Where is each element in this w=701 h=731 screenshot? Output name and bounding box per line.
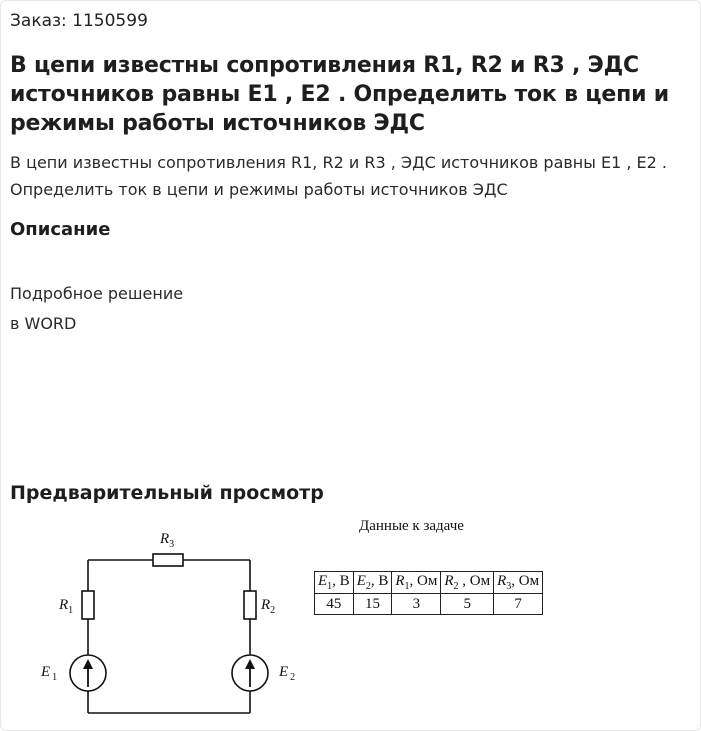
source-e1 [70, 655, 106, 691]
label-r2: $R_2$ [261, 597, 276, 616]
resistor-r2 [244, 591, 256, 619]
header-cell: $R_3$, Ом [494, 572, 543, 594]
order-number: Заказ: 1150599 [10, 11, 148, 31]
header-cell: $R_1$, Ом [392, 572, 441, 594]
table-title: Данные к задаче [359, 518, 464, 534]
task-text: В цепи известны сопротивления R1, R2 и R3 , ЭДС источников равны E1 , E2 . Определить ток в цепи и режимы работы источников ЭДС [10, 153, 667, 199]
table-row [315, 594, 543, 615]
table-cell: 7 [494, 594, 543, 615]
label-r3: $R_3$ [160, 531, 175, 550]
description-line-2: в WORD [10, 314, 77, 333]
preview-heading: Предварительный просмотр [10, 482, 324, 504]
circuit-wires [88, 560, 250, 713]
data-table [314, 571, 543, 615]
table-cell: 5 [441, 594, 494, 615]
table-cell: 15 [353, 594, 392, 615]
page-title: В цепи известны сопротивления R1, R2 и R3 , ЭДС источников равны E1 , E2 . Определить ток в цепи и режимы работы источников ЭДС [10, 53, 670, 136]
label-r1: $R_1$ [59, 597, 74, 616]
label-e2: E $_2$ [279, 664, 296, 683]
header-cell: $R_2$ , Ом [441, 572, 494, 594]
header-cell: $E_2$, В [353, 572, 392, 594]
description-line-1: Подробное решение [10, 284, 184, 303]
description-heading: Описание [10, 219, 111, 240]
header-cell: $E_1$, В [315, 572, 354, 594]
resistor-r1 [82, 591, 94, 619]
table-header-row [315, 572, 543, 594]
table-cell: 3 [392, 594, 441, 615]
preview-image [31, 513, 671, 723]
table-cell: 45 [315, 594, 354, 615]
source-e2 [232, 655, 268, 691]
circuit-diagram [31, 513, 671, 723]
resistor-r3 [153, 554, 183, 566]
label-e1: E $_1$ [41, 664, 58, 683]
